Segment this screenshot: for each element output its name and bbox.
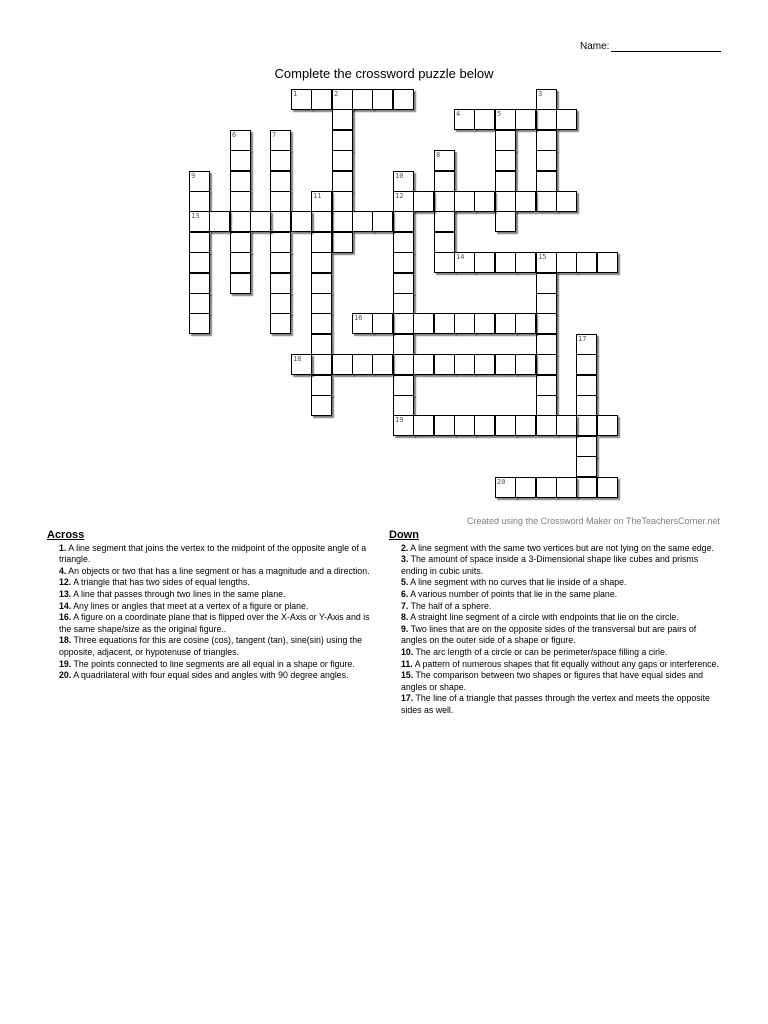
crossword-cell[interactable]: [434, 232, 455, 253]
clue-number: 13: [191, 212, 200, 220]
page-title: Complete the crossword puzzle below: [274, 66, 494, 81]
clue-item: [389, 601, 719, 613]
clue-text: The comparison between two shapes or figures that have equal sides and angles or shape.: [401, 670, 704, 692]
crossword-cell[interactable]: [536, 109, 557, 130]
crossword-cell[interactable]: [536, 313, 557, 334]
crossword-cell[interactable]: [556, 191, 577, 212]
crossword-cell[interactable]: [536, 171, 557, 192]
crossword-cell[interactable]: [515, 109, 536, 130]
clue-number: 6: [232, 131, 237, 139]
clue-number: 9: [191, 172, 196, 180]
crossword-cell[interactable]: [270, 252, 291, 273]
crossword-cell[interactable]: [352, 89, 373, 110]
crossword-cell[interactable]: [230, 150, 251, 171]
crossword-cell[interactable]: [250, 211, 271, 232]
crossword-cell[interactable]: [597, 477, 618, 498]
crossword-cell[interactable]: [495, 150, 516, 171]
crossword-cell[interactable]: [311, 191, 332, 212]
crossword-cell[interactable]: [270, 171, 291, 192]
crossword-cell[interactable]: [515, 252, 536, 273]
clue-item: [389, 543, 719, 555]
crossword-cell[interactable]: [393, 415, 414, 436]
clue-number: 19: [395, 416, 404, 424]
crossword-cell[interactable]: [372, 211, 393, 232]
crossword-cell[interactable]: [332, 89, 353, 110]
clue-number-label: 16.: [59, 612, 72, 623]
clue-number: 20: [497, 478, 506, 486]
crossword-cell[interactable]: [536, 354, 557, 375]
crossword-cell[interactable]: [270, 191, 291, 212]
clue-item: [47, 589, 371, 601]
crossword-cell[interactable]: [495, 313, 516, 334]
crossword-cell[interactable]: [393, 252, 414, 273]
clue-number: 11: [313, 192, 322, 200]
crossword-cell[interactable]: [311, 293, 332, 314]
clue-number-label: 10.: [401, 646, 414, 657]
clue-number-label: 13.: [59, 588, 72, 599]
crossword-cell[interactable]: [454, 252, 475, 273]
crossword-cell[interactable]: [474, 252, 495, 273]
clue-item: [389, 589, 719, 601]
crossword-cell[interactable]: [332, 150, 353, 171]
crossword-cell[interactable]: [536, 477, 557, 498]
clue-number: 1: [293, 90, 298, 98]
crossword-cell[interactable]: [230, 171, 251, 192]
crossword-cell[interactable]: [270, 232, 291, 253]
crossword-cell[interactable]: [413, 354, 434, 375]
clue-text: The amount of space inside a 3-Dimensional shape like cubes and prisms ending in cubic units.: [401, 554, 699, 576]
clue-text: A quadrilateral with four equal sides and angles with 90 degree angles.: [71, 670, 349, 681]
crossword-cell[interactable]: [556, 109, 577, 130]
crossword-cell[interactable]: [495, 171, 516, 192]
crossword-cell[interactable]: [189, 191, 210, 212]
crossword-cell[interactable]: [474, 109, 495, 130]
clue-text: A various number of points that lie in the same plane.: [408, 588, 618, 599]
crossword-cell[interactable]: [434, 171, 455, 192]
clue-item: [47, 612, 371, 635]
clue-number-label: 18.: [59, 635, 72, 646]
crossword-cell[interactable]: [495, 252, 516, 273]
clue-number: 14: [456, 253, 465, 261]
crossword-cell[interactable]: [434, 150, 455, 171]
crossword-cell[interactable]: [495, 354, 516, 375]
crossword-cell[interactable]: [270, 150, 291, 171]
crossword-cell[interactable]: [393, 191, 414, 212]
clue-text: A pattern of numerous shapes that fit equally without any gaps or interference.: [412, 658, 719, 669]
clue-text: An objects or two that has a line segment or has a magnitude and a direction.: [66, 565, 370, 576]
crossword-cell[interactable]: [536, 252, 557, 273]
clue-number-label: 1.: [59, 542, 67, 553]
clue-item: [47, 670, 371, 682]
crossword-cell[interactable]: [352, 313, 373, 334]
crossword-cell[interactable]: [474, 191, 495, 212]
crossword-cell[interactable]: [311, 313, 332, 334]
down-clue-list: [389, 543, 719, 717]
clue-number-label: 11.: [401, 658, 413, 669]
clue-text: A straight line segment of a circle with endpoints that lie on the circle.: [408, 612, 679, 623]
crossword-cell[interactable]: [230, 191, 251, 212]
crossword-cell[interactable]: [311, 395, 332, 416]
clue-text: A line segment that joins the vertex to the midpoint of the opposite angle of a triangle.: [59, 542, 367, 565]
crossword-cell[interactable]: [536, 293, 557, 314]
clue-text: The line of a triangle that passes through the vertex and meets the opposite sides as well.: [401, 693, 710, 715]
clue-item: [389, 554, 719, 577]
crossword-cell[interactable]: [536, 334, 557, 355]
crossword-cell[interactable]: [393, 293, 414, 314]
crossword-cell[interactable]: [189, 232, 210, 253]
clue-number: 12: [395, 192, 404, 200]
clue-item: [389, 670, 719, 693]
crossword-cell[interactable]: [189, 273, 210, 294]
crossword-cell[interactable]: [454, 415, 475, 436]
clue-item: [389, 577, 719, 589]
clue-number-label: 20.: [59, 670, 72, 681]
across-clue-list: [47, 543, 371, 682]
crossword-cell[interactable]: [311, 273, 332, 294]
crossword-cell[interactable]: [372, 313, 393, 334]
crossword-cell[interactable]: [454, 191, 475, 212]
crossword-cell[interactable]: [413, 191, 434, 212]
crossword-cell[interactable]: [189, 293, 210, 314]
clue-item: [47, 659, 371, 671]
crossword-cell[interactable]: [230, 232, 251, 253]
clue-number: 4: [456, 110, 461, 118]
crossword-cell[interactable]: [454, 354, 475, 375]
crossword-cell[interactable]: [413, 415, 434, 436]
clue-item: [389, 659, 719, 671]
crossword-cell[interactable]: [270, 313, 291, 334]
crossword-cell[interactable]: [495, 109, 516, 130]
clue-text: The half of a sphere.: [408, 600, 492, 611]
crossword-cell[interactable]: [536, 150, 557, 171]
crossword-cell[interactable]: [393, 273, 414, 294]
clue-number: 7: [272, 131, 277, 139]
crossword-cell[interactable]: [474, 415, 495, 436]
name-label: Name:: [580, 41, 610, 52]
clue-number: 3: [538, 90, 543, 98]
crossword-cell[interactable]: [597, 252, 618, 273]
crossword-cell[interactable]: [393, 232, 414, 253]
crossword-cell[interactable]: [291, 211, 312, 232]
crossword-cell[interactable]: [515, 477, 536, 498]
crossword-cell[interactable]: [536, 89, 557, 110]
crossword-cell[interactable]: [413, 313, 434, 334]
crossword-cell[interactable]: [393, 171, 414, 192]
crossword-cell[interactable]: [454, 109, 475, 130]
clue-text: Three equations for this are cosine (cos), tangent (tan), sine(sin) using the opposite, adjacent, or hypotenuse of triangles.: [59, 635, 363, 657]
crossword-cell[interactable]: [332, 109, 353, 130]
clue-number-label: 6.: [401, 588, 409, 599]
crossword-cell[interactable]: [311, 211, 332, 232]
crossword-cell[interactable]: [393, 89, 414, 110]
crossword-cell[interactable]: [393, 395, 414, 416]
crossword-cell[interactable]: [393, 334, 414, 355]
crossword-cell[interactable]: [393, 354, 414, 375]
crossword-cell[interactable]: [434, 252, 455, 273]
crossword-cell[interactable]: [291, 354, 312, 375]
crossword-cell[interactable]: [332, 211, 353, 232]
crossword-cell[interactable]: [372, 89, 393, 110]
crossword-cell[interactable]: [434, 191, 455, 212]
clue-number: 8: [436, 151, 441, 159]
crossword-cell[interactable]: [576, 354, 597, 375]
crossword-cell[interactable]: [536, 273, 557, 294]
crossword-cell[interactable]: [495, 477, 516, 498]
clue-number-label: 2.: [401, 542, 409, 553]
clue-number-label: 8.: [401, 612, 409, 623]
clue-number-label: 4.: [59, 565, 67, 576]
crossword-cell[interactable]: [515, 415, 536, 436]
crossword-cell[interactable]: [332, 171, 353, 192]
clue-number: 15: [538, 253, 547, 261]
crossword-cell[interactable]: [474, 313, 495, 334]
crossword-cell[interactable]: [393, 375, 414, 396]
clue-number-label: 17.: [401, 693, 414, 704]
crossword-cell[interactable]: [597, 415, 618, 436]
clue-text: The arc length of a circle or can be perimeter/space filling a cirle.: [413, 646, 668, 657]
clue-item: [47, 577, 371, 589]
crossword-cell[interactable]: [434, 211, 455, 232]
crossword-cell[interactable]: [311, 334, 332, 355]
credit-line: Created using the Crossword Maker on TheTeachersCorner.net: [467, 516, 720, 526]
across-heading: Across: [47, 529, 85, 541]
crossword-cell[interactable]: [536, 191, 557, 212]
crossword-cell[interactable]: [576, 436, 597, 457]
clue-item: [47, 601, 371, 613]
crossword-cell[interactable]: [576, 395, 597, 416]
clue-number-label: 9.: [401, 623, 409, 634]
clue-item: [389, 624, 719, 647]
crossword-cell[interactable]: [576, 334, 597, 355]
crossword-cell[interactable]: [230, 273, 251, 294]
clue-item: [47, 635, 371, 658]
clue-text: Two lines that are on the opposite sides of the transversal but are pairs of angles on the outer side of a shape or figure.: [401, 623, 697, 646]
clue-number-label: 5.: [401, 577, 409, 588]
crossword-cell[interactable]: [352, 211, 373, 232]
clue-number-label: 19.: [59, 658, 72, 669]
clue-text: A line that passes through two lines in the same plane.: [71, 588, 286, 599]
clue-number: 10: [395, 172, 404, 180]
clue-text: A figure on a coordinate plane that is flipped over the X-Axis or Y-Axis and is the same shape/size as the original figure..: [59, 612, 370, 634]
clue-number-label: 14.: [59, 600, 72, 611]
crossword-cell[interactable]: [536, 130, 557, 151]
crossword-cell[interactable]: [556, 477, 577, 498]
crossword-cell[interactable]: [434, 415, 455, 436]
crossword-cell[interactable]: [270, 273, 291, 294]
crossword-cell[interactable]: [270, 293, 291, 314]
crossword-cell[interactable]: [230, 252, 251, 273]
down-heading: Down: [389, 529, 419, 541]
crossword-cell[interactable]: [189, 313, 210, 334]
crossword-cell[interactable]: [311, 375, 332, 396]
clue-number-label: 15.: [401, 670, 414, 681]
crossword-cell[interactable]: [576, 456, 597, 477]
clue-text: A line segment with no curves that lie inside of a shape.: [408, 577, 627, 588]
clue-item: [389, 612, 719, 624]
crossword-cell[interactable]: [515, 313, 536, 334]
across-clues: [47, 530, 371, 682]
crossword-cell[interactable]: [332, 232, 353, 253]
clue-number: 17: [578, 335, 587, 343]
crossword-cell[interactable]: [454, 313, 475, 334]
crossword-cell[interactable]: [474, 354, 495, 375]
crossword-cell[interactable]: [536, 415, 557, 436]
clue-item: [47, 543, 371, 566]
clue-item: [47, 566, 371, 578]
crossword-cell[interactable]: [189, 211, 210, 232]
crossword-cell[interactable]: [189, 252, 210, 273]
clue-text: The points connected to line segments are all equal in a shape or figure.: [71, 658, 355, 669]
crossword-cell[interactable]: [270, 130, 291, 151]
crossword-cell[interactable]: [311, 252, 332, 273]
crossword-cell[interactable]: [311, 354, 332, 375]
clue-number-label: 7.: [401, 600, 409, 611]
clue-number: 5: [497, 110, 502, 118]
crossword-cell[interactable]: [230, 130, 251, 151]
clue-number-label: 3.: [401, 554, 409, 565]
crossword-cell[interactable]: [556, 252, 577, 273]
crossword-cell[interactable]: [270, 211, 291, 232]
crossword-cell[interactable]: [495, 191, 516, 212]
crossword-cell[interactable]: [393, 211, 414, 232]
crossword-cell[interactable]: [372, 354, 393, 375]
crossword-cell[interactable]: [311, 232, 332, 253]
crossword-cell[interactable]: [434, 354, 455, 375]
clue-item: [389, 647, 719, 659]
clue-number: 18: [293, 355, 302, 363]
crossword-cell[interactable]: [576, 477, 597, 498]
crossword-cell[interactable]: [515, 191, 536, 212]
crossword-cell[interactable]: [332, 191, 353, 212]
clue-text: Any lines or angles that meet at a vertex of a figure or plane.: [71, 600, 309, 611]
crossword-cell[interactable]: [393, 313, 414, 334]
crossword-cell[interactable]: [576, 415, 597, 436]
crossword-cell[interactable]: [332, 130, 353, 151]
crossword-cell[interactable]: [495, 415, 516, 436]
crossword-cell[interactable]: [352, 354, 373, 375]
crossword-cell[interactable]: [189, 171, 210, 192]
crossword-cell[interactable]: [332, 354, 353, 375]
clue-text: A line segment with the same two vertices but are not lying on the same edge.: [408, 542, 714, 553]
crossword-cell[interactable]: [291, 89, 312, 110]
clue-number: 16: [354, 314, 363, 322]
clue-item: [389, 693, 719, 716]
crossword-cell[interactable]: [576, 252, 597, 273]
crossword-cell[interactable]: [434, 313, 455, 334]
crossword-cell[interactable]: [230, 211, 251, 232]
crossword-cell[interactable]: [495, 130, 516, 151]
down-clues: [389, 530, 719, 717]
crossword-cell[interactable]: [495, 211, 516, 232]
crossword-cell[interactable]: [311, 89, 332, 110]
crossword-cell[interactable]: [536, 375, 557, 396]
clue-text: A triangle that has two sides of equal lengths.: [71, 577, 250, 588]
crossword-cell[interactable]: [536, 395, 557, 416]
crossword-cell[interactable]: [576, 375, 597, 396]
clue-number: 2: [334, 90, 339, 98]
crossword-cell[interactable]: [556, 415, 577, 436]
clue-number-label: 12.: [59, 577, 72, 588]
crossword-cell[interactable]: [515, 354, 536, 375]
crossword-cell[interactable]: [209, 211, 230, 232]
